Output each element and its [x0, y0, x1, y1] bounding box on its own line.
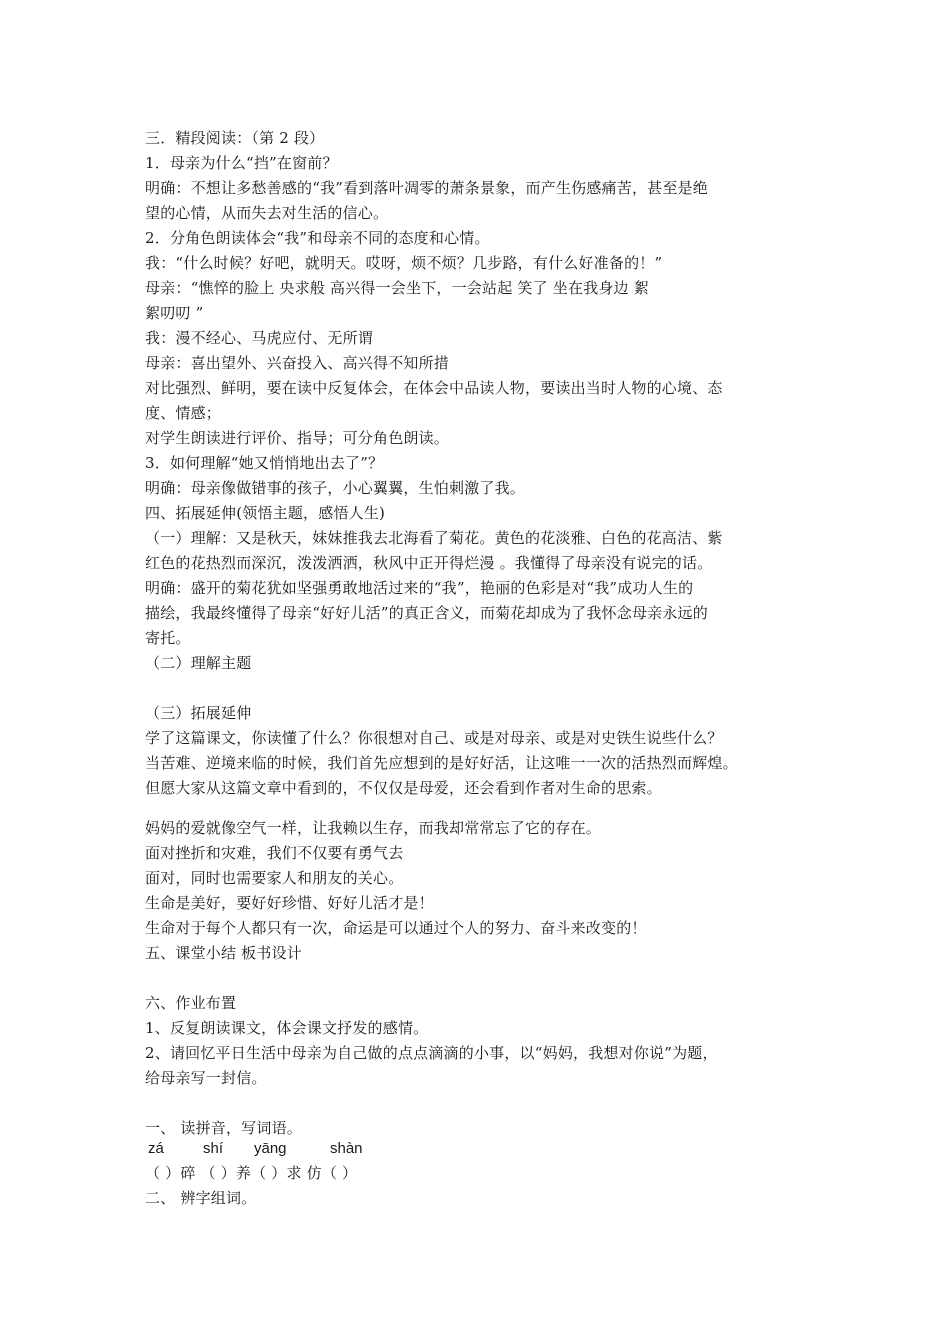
exercise-1-heading: 一、 读拼音，写词语。 [145, 1119, 302, 1137]
pinyin-yang: yāng [254, 1140, 287, 1157]
summary-mother: 母亲：喜出望外、兴奋投入、高兴得不知所措 [145, 354, 450, 372]
clarification-line-3: 寄托。 [145, 629, 191, 647]
reflection-line-1: 妈妈的爱就像空气一样，让我赖以生存，而我却常常忘了它的存在。 [145, 819, 602, 837]
homework-1: 1、反复朗读课文，体会课文抒发的感情。 [145, 1019, 429, 1037]
reading-guidance: 对学生朗读进行评价、指导；可分角色朗读。 [145, 429, 450, 447]
extension-line-2: 当苦难、逆境来临的时候，我们首先应想到的是好好活，让这唯一一次的活热烈而辉煌。 [145, 754, 738, 772]
understanding-line-2: 红色的花热烈而深沉，泼泼洒洒，秋风中正开得烂漫 。我懂得了母亲没有说完的话。 [145, 554, 713, 572]
subheading-extension: （三）拓展延伸 [145, 704, 252, 722]
clarification-line-2: 描绘，我最终懂得了母亲“好好儿活”的真正含义，而菊花却成为了我怀念母亲永远的 [145, 604, 708, 622]
heading-section-5: 五、课堂小结 板书设计 [145, 944, 302, 962]
reflection-line-5: 生命对于每个人都只有一次，命运是可以通过个人的努力、奋斗来改变的！ [145, 919, 647, 937]
reflection-line-4: 生命是美好，要好好珍惜、好好儿活才是！ [145, 894, 434, 912]
homework-2-line-1: 2、请回忆平日生活中母亲为自己做的点点滴滴的小事，以“妈妈，我想对你说”为题， [145, 1044, 718, 1062]
reflection-line-3: 面对，同时也需要家人和朋友的关心。 [145, 869, 404, 887]
homework-2-line-2: 给母亲写一封信。 [145, 1069, 267, 1087]
reflection-line-2: 面对挫折和灾难，我们不仅要有勇气去 [145, 844, 404, 862]
exercise-1-blanks: （ ）碎 （ ）养（ ）求 仿（ ） [145, 1164, 358, 1182]
dialogue-mother-line-1: 母亲：“憔悴的脸上 央求般 高兴得一会坐下，一会站起 笑了 坐在我身边 絮 [145, 279, 649, 297]
pinyin-za: zá [148, 1140, 164, 1157]
extension-line-1: 学了这篇课文，你读懂了什么？你很想对自己、或是对母亲、或是对史铁生说些什么？ [145, 729, 723, 747]
summary-me: 我：漫不经心、马虎应付、无所谓 [145, 329, 374, 347]
clarification-line-1: 明确：盛开的菊花犹如坚强勇敢地活过来的“我”，艳丽的色彩是对“我”成功人生的 [145, 579, 694, 597]
contrast-note-line-2: 度、情感； [145, 404, 222, 422]
question-1: 1．母亲为什么“挡”在窗前？ [145, 154, 338, 172]
question-3: 3．如何理解“她又悄悄地出去了”？ [145, 454, 384, 472]
heading-section-4: 四、拓展延伸(领悟主题，感悟人生) [145, 504, 386, 522]
extension-line-3: 但愿大家从这篇文章中看到的，不仅仅是母爱，还会看到作者对生命的思索。 [145, 779, 662, 797]
answer-1-line-1: 明确：不想让多愁善感的“我”看到落叶凋零的萧条景象，而产生伤感痛苦，甚至是绝 [145, 179, 708, 197]
heading-section-6: 六、作业布置 [145, 994, 237, 1012]
dialogue-mother-line-2: 絮叨叨 ” [145, 304, 204, 322]
dialogue-me: 我：“什么时候？好吧，就明天。哎呀，烦不烦？几步路，有什么好准备的！” [145, 254, 663, 272]
contrast-note-line-1: 对比强烈、鲜明，要在读中反复体会，在体会中品读人物，要读出当时人物的心境、态 [145, 379, 723, 397]
answer-3: 明确：母亲像做错事的孩子，小心翼翼，生怕刺激了我。 [145, 479, 526, 497]
answer-1-line-2: 望的心情，从而失去对生活的信心。 [145, 204, 389, 222]
understanding-line-1: （一）理解：又是秋天，妹妹推我去北海看了菊花。黄色的花淡雅、白色的花高洁、紫 [145, 529, 723, 547]
exercise-2-heading: 二、 辨字组词。 [145, 1189, 257, 1207]
question-2: 2．分角色朗读体会“我”和母亲不同的态度和心情。 [145, 229, 490, 247]
pinyin-shan: shàn [330, 1140, 363, 1157]
pinyin-shi: shí [203, 1140, 224, 1157]
heading-section-3: 三．精段阅读：（第 2 段） [145, 129, 325, 147]
subheading-theme: （二）理解主题 [145, 654, 252, 672]
